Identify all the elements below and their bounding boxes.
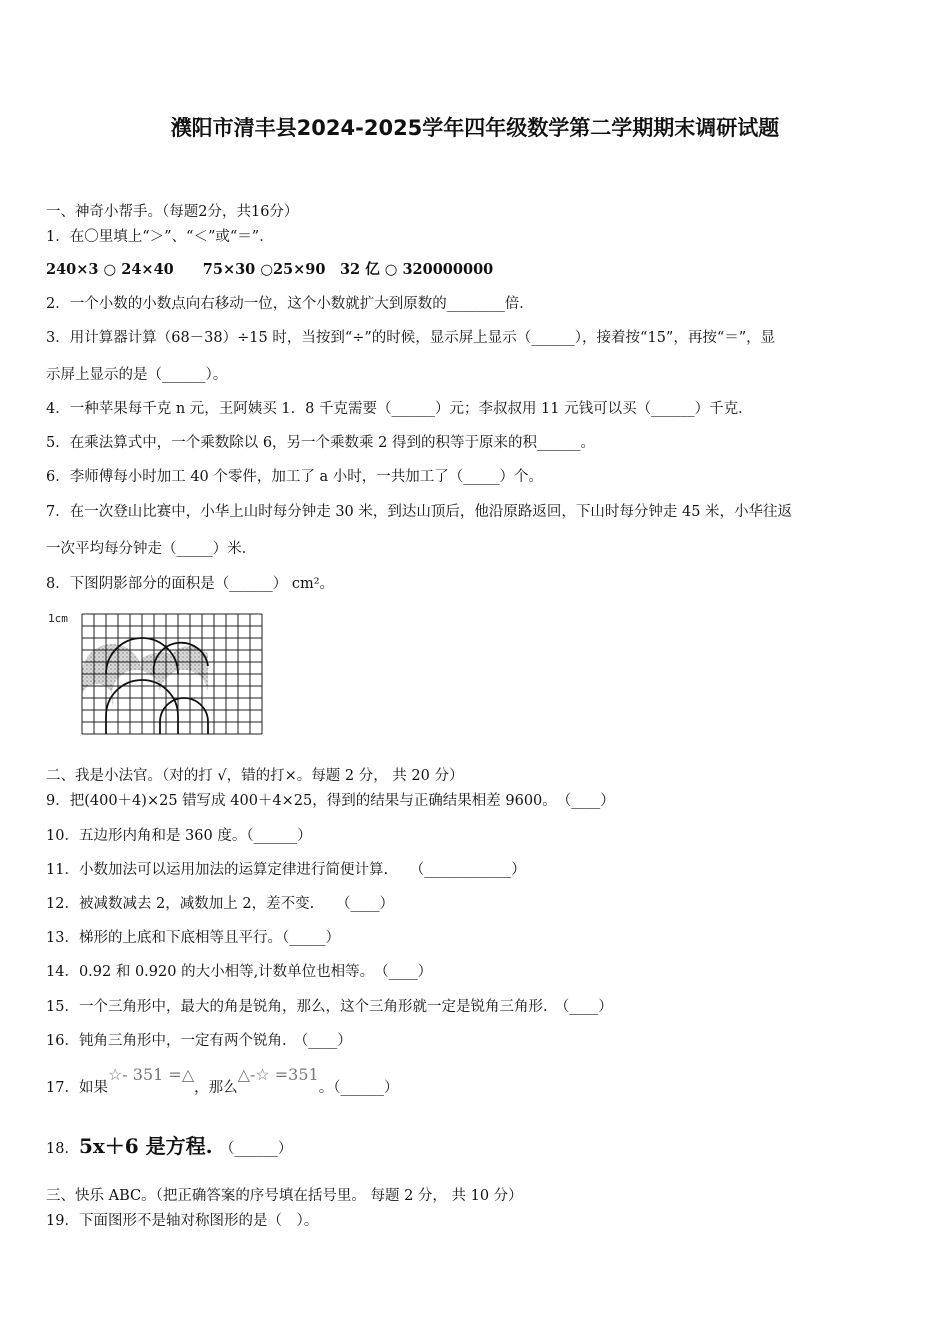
question-4: 4．一种苹果每千克 n 元，王阿姨买 1．8 千克需要（______）元；李叔叔用 11 元钱可以买（______）千克． <box>46 401 753 417</box>
question-1: 1．在〇里填上“＞”、“＜”或“＝”． <box>46 229 274 245</box>
question-14: 14．0.92 和 0.920 的大小相等,计数单位也相等。 （____） <box>46 964 433 980</box>
section-2-heading: 二、我是小法官。（对的打 √，错的打×。每题 2 分， 共 20 分） <box>46 768 464 784</box>
question-19: 19．下面图形不是轴对称图形的是（ ）。 <box>46 1213 319 1229</box>
question-17-formula-2: △-☆ =351 <box>237 1065 319 1084</box>
grid-lines <box>82 614 262 734</box>
question-7-line-2: 一次平均每分钟走（_____）米． <box>46 541 257 557</box>
grid-figure-svg <box>46 608 276 743</box>
question-18-number: 18． <box>46 1141 79 1157</box>
question-17-middle: ，那么 <box>194 1080 238 1096</box>
question-1-items: 240×3 ○ 24×40 75×30 ○25×90 32 亿 ○ 320000000 <box>46 261 494 278</box>
grid-scale-label: 1cm <box>48 612 68 625</box>
question-17-suffix: 。（______） <box>318 1080 399 1096</box>
question-18-blank: （______） <box>212 1141 293 1157</box>
question-17 <box>46 1065 399 1098</box>
question-11: 11．小数加法可以运用加法的运算定律进行简便计算. （____________） <box>46 862 526 878</box>
question-9: 9．把(400＋4)×25 错写成 400＋4×25，得到的结果与正确结果相差 9600。 （____） <box>46 793 615 809</box>
shaded-region <box>82 644 208 706</box>
question-16: 16．钝角三角形中，一定有两个锐角. （____） <box>46 1033 352 1049</box>
question-18-expression: 5x＋6 是方程. <box>78 1134 213 1158</box>
question-3-line-1: 3．用计算器计算（68－38）÷15 时，当按到“÷”的时候，显示屏上显示（______），接着按“15”，再按“＝”，显 <box>46 330 776 346</box>
section-3-heading: 三、快乐 ABC。（把正确答案的序号填在括号里。 每题 2 分， 共 10 分） <box>46 1188 523 1204</box>
section-1-heading: 一、神奇小帮手。（每题2分，共16分） <box>46 204 299 220</box>
question-18 <box>46 1133 292 1162</box>
question-7-line-1: 7．在一次登山比赛中，小华上山时每分钟走 30 米，到达山顶后，他沿原路返回，下山时每分钟走 45 米，小华往返 <box>46 504 793 520</box>
question-15: 15．一个三角形中，最大的角是锐角，那么，这个三角形就一定是锐角三角形. （____） <box>46 999 613 1015</box>
question-5: 5．在乘法算式中，一个乘数除以 6，另一个乘数乘 2 得到的积等于原来的积______。 <box>46 435 596 451</box>
question-8: 8．下图阴影部分的面积是（______） cm²。 <box>46 576 335 592</box>
question-17-formula-1: ☆- 351 =△ <box>107 1065 195 1084</box>
question-3-line-2: 示屏上显示的是（______）。 <box>46 367 228 383</box>
shaded-area-figure <box>46 608 276 743</box>
question-12: 12．被减数减去 2，减数加上 2，差不变. （____） <box>46 896 394 912</box>
page-title: 濮阳市清丰县2024-2025学年四年级数学第二学期期末调研试题 <box>170 116 780 140</box>
question-13: 13．梯形的上底和下底相等且平行。（_____） <box>46 930 340 946</box>
question-10: 10．五边形内角和是 360 度。（______） <box>46 828 312 844</box>
question-2: 2．一个小数的小数点向右移动一位，这个小数就扩大到原数的________倍． <box>46 296 534 312</box>
question-17-prefix: 17．如果 <box>46 1080 108 1096</box>
question-6: 6．李师傅每小时加工 40 个零件，加工了 a 小时，一共加工了（_____）个。 <box>46 469 544 485</box>
